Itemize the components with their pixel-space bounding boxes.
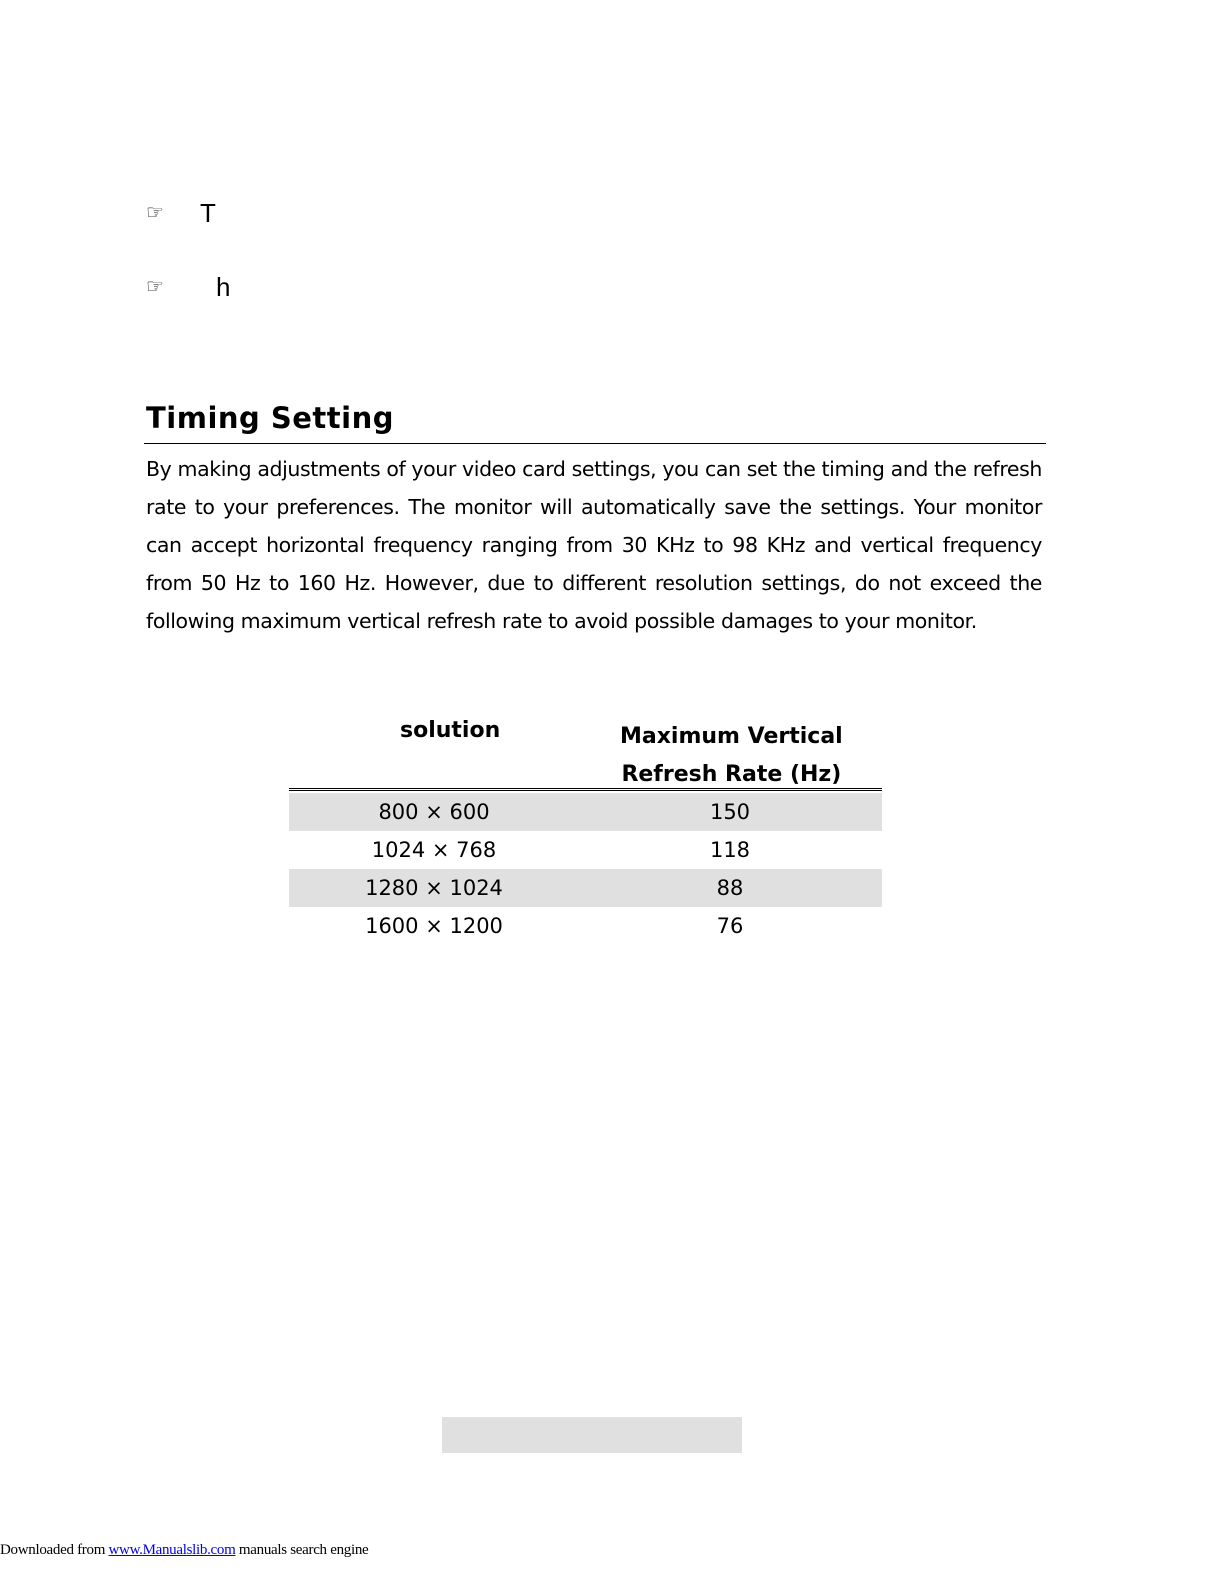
body-paragraph: By making adjustments of your video card settings, you can set the timing and the refresh rate to your preferences. The monitor will automatically save the settings. Your monitor can accept horizontal frequency ranging from 30 KHz to 98 KHz and vertical frequency from 50 Hz to 160 Hz. However, due to different resolution settings, do not exceed the following maximum vertical refresh rate to avoid possible damages to your monitor.: [146, 457, 1042, 633]
table-row: [289, 907, 882, 945]
cell-resolution: 800 × 600: [378, 800, 490, 824]
footer-suffix: manuals search engine: [235, 1542, 369, 1558]
cell-refresh-rate: 118: [709, 838, 751, 862]
footer-prefix: Downloaded from: [0, 1542, 109, 1558]
cell-resolution: 1280 × 1024: [365, 876, 503, 900]
header-double-rule: [289, 788, 882, 791]
manualslib-link[interactable]: www.Manualslib.com: [108, 1542, 236, 1558]
title-underline: [144, 443, 1046, 444]
table-row: [289, 793, 882, 831]
note-item: [146, 272, 230, 302]
note-text: T: [200, 198, 216, 228]
pointing-hand-icon: ☞: [146, 276, 164, 298]
section-title: Timing Setting: [146, 401, 395, 435]
note-item: [146, 198, 216, 228]
column-header-line: Refresh Rate (Hz): [621, 762, 842, 787]
table-body: [289, 793, 882, 945]
cell-refresh-rate: 88: [716, 876, 744, 900]
note-text: h: [216, 272, 231, 302]
table-row: [289, 869, 882, 907]
page-number-box: [442, 1417, 742, 1453]
column-header-refresh-rate: [620, 718, 843, 794]
column-header-line: Maximum Vertical: [620, 724, 843, 749]
footer: [0, 1540, 368, 1560]
pointing-hand-icon: ☞: [146, 202, 164, 224]
column-header-resolution: solution: [400, 718, 501, 743]
cell-resolution: 1024 × 768: [371, 838, 497, 862]
cell-resolution: 1600 × 1200: [365, 914, 503, 938]
cell-refresh-rate: 150: [709, 800, 751, 824]
cell-refresh-rate: 76: [716, 914, 744, 938]
table-header: [289, 712, 882, 788]
table-row: [289, 831, 882, 869]
timing-table: [289, 712, 882, 938]
